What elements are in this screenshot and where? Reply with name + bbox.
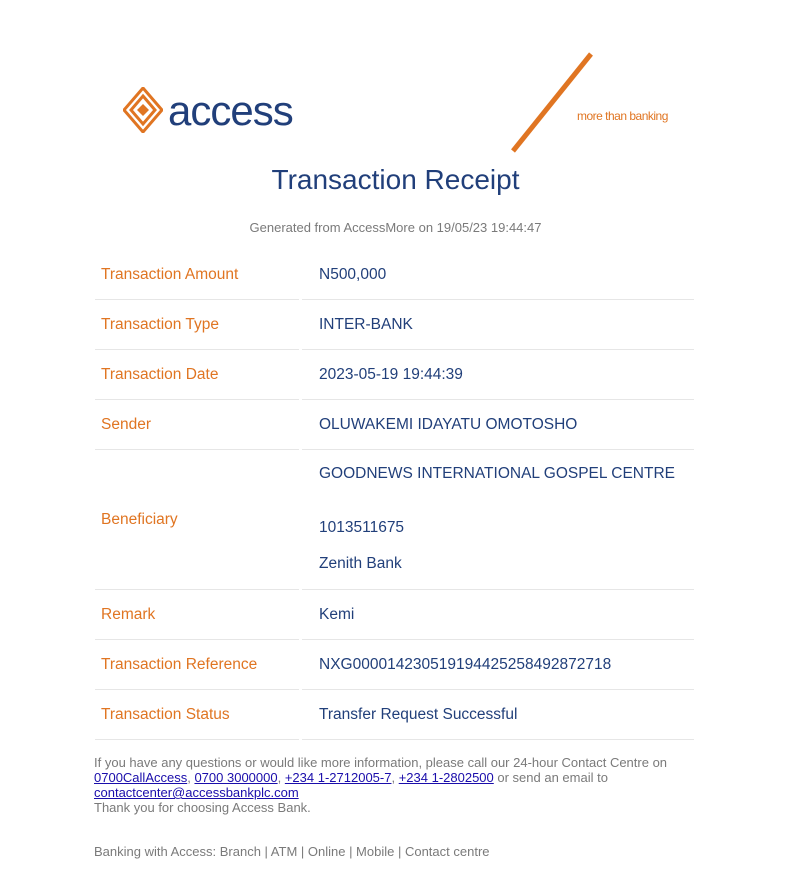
row-label: Remark <box>95 590 299 640</box>
row-value: Kemi <box>302 590 694 640</box>
phone-link-3[interactable]: +234 1-2802500 <box>398 770 494 785</box>
receipt-header <box>0 0 791 160</box>
page-title: Transaction Receipt <box>271 164 520 195</box>
row-value: INTER-BANK <box>302 300 694 350</box>
beneficiary-bank: Zenith Bank <box>319 555 402 572</box>
row-label: Transaction Amount <box>95 250 299 300</box>
row-label: Transaction Date <box>95 350 299 400</box>
contact-intro: If you have any questions or would like more information, please call our 24-hour Contact Centre on <box>94 755 668 770</box>
slash-graphic <box>505 52 595 154</box>
row-value: Transfer Request Successful <box>302 690 694 740</box>
row-label: Transaction Reference <box>95 640 299 690</box>
row-label: Sender <box>95 400 299 450</box>
beneficiary-name: GOODNEWS INTERNATIONAL GOSPEL CENTRE <box>319 465 675 482</box>
call-access-link[interactable]: 0700CallAccess <box>94 770 188 785</box>
channels-text: Banking with Access: Branch | ATM | Online | Mobile | Contact centre <box>94 844 490 859</box>
contact-note: If you have any questions or would like more information, please call our 24-hour Contact Centre on 0700CallAccess, 0700 3000000, +234 1-2712005-7, +234 1-2802500 or send an email to contactcenter@accessbankplc.com Thank you for choosing Access Bank. <box>94 755 668 815</box>
row-value: 2023-05-19 19:44:39 <box>302 350 694 400</box>
table-row <box>95 400 694 450</box>
beneficiary-row <box>95 450 694 590</box>
row-value: NXG000014230519194425258492872718 <box>302 640 694 690</box>
access-logo-icon <box>123 87 163 133</box>
receipt-table <box>95 250 694 740</box>
table-row <box>95 590 694 640</box>
brand-tagline: more than banking <box>577 109 668 123</box>
table-row <box>95 300 694 350</box>
row-value: N500,000 <box>302 250 694 300</box>
table-row <box>95 350 694 400</box>
row-label: Transaction Status <box>95 690 299 740</box>
thanks-text: Thank you for choosing Access Bank. <box>94 800 311 815</box>
table-row <box>95 640 694 690</box>
table-row <box>95 690 694 740</box>
phone-link-2[interactable]: +234 1-2712005-7 <box>284 770 392 785</box>
phone-link-1[interactable]: 0700 3000000 <box>194 770 278 785</box>
row-label: Transaction Type <box>95 300 299 350</box>
row-value: OLUWAKEMI IDAYATU OMOTOSHO <box>302 400 694 450</box>
generated-timestamp: Generated from AccessMore on 19/05/23 19:44:47 <box>249 220 542 235</box>
beneficiary-label: Beneficiary <box>95 450 299 590</box>
table-row <box>95 250 694 300</box>
beneficiary-details <box>302 450 694 590</box>
access-logo-text: access <box>168 87 293 134</box>
beneficiary-account: 1013511675 <box>319 519 405 536</box>
email-link[interactable]: contactcenter@accessbankplc.com <box>94 785 299 800</box>
email-intro: or send an email to <box>493 770 608 785</box>
